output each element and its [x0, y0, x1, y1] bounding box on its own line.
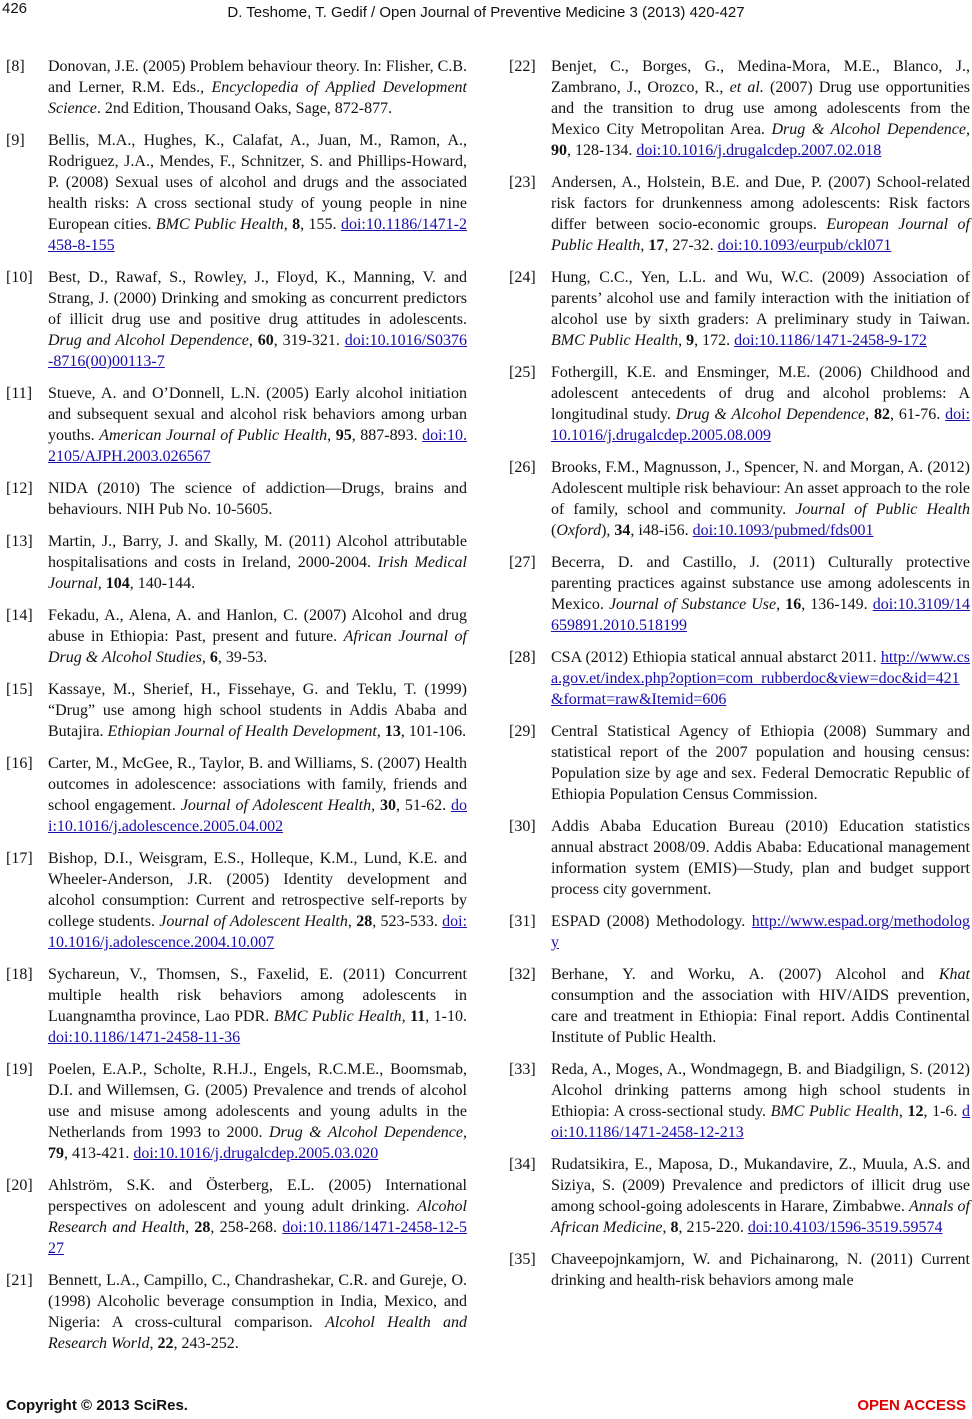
reference-volume: 79: [48, 1145, 64, 1162]
reference-link[interactable]: doi:10.1093/pubmed/fds001: [692, 522, 874, 539]
reference-segment: , 319-321.: [273, 332, 345, 349]
reference-segment: Central Statistical Agency of Ethiopia (2008) Summary and statistical report of the 2007 population and housing census: Population size by age and sex. Federal Democratic Republic of Ethiopia Population Census Commission.: [551, 723, 970, 803]
reference-italic: Ethiopian Journal of Health Development: [107, 723, 377, 740]
reference-text: [551, 911, 970, 953]
reference-segment: ,: [463, 1124, 467, 1141]
reference-number: [24]: [509, 269, 536, 286]
reference-text: [48, 679, 467, 742]
references-column-left: [6, 56, 467, 1365]
reference-italic: European Journal of Public Health: [551, 216, 970, 254]
reference-volume: 82: [874, 406, 891, 423]
reference-entry: [509, 457, 970, 541]
reference-segment: , 128-134.: [567, 142, 637, 159]
reference-volume: 17: [648, 237, 665, 254]
reference-segment: , 172.: [694, 332, 735, 349]
reference-entry: [509, 911, 970, 953]
reference-number: [17]: [6, 850, 33, 867]
reference-segment: ,: [662, 1219, 671, 1236]
reference-link[interactable]: doi:10.1016/j.drugalcdep.2005.08.009: [551, 406, 971, 444]
reference-entry: [509, 964, 970, 1048]
reference-segment: Martin, J., Barry, J. and Skally, M. (2011) Alcohol attributable hospitalisations and costs in Ireland, 2000-2004.: [48, 533, 467, 571]
reference-volume: 13: [384, 723, 401, 740]
reference-entry: [6, 1059, 467, 1164]
reference-italic: Oxford: [556, 522, 602, 539]
reference-volume: 30: [379, 797, 396, 814]
reference-segment: Stueve, A. and O’Donnell, L.N. (2005) Early alcohol initiation and subsequent sexual and alcohol risk behaviors among urban youths.: [48, 385, 467, 444]
reference-italic: BMC Public Health: [551, 332, 679, 349]
reference-entry: [6, 1175, 467, 1259]
reference-link[interactable]: http://www.espad.org/methodology: [551, 913, 970, 951]
reference-number: [26]: [509, 459, 536, 476]
reference-text: [48, 478, 467, 520]
reference-text: [48, 605, 467, 668]
reference-text: [48, 1175, 467, 1259]
reference-segment: Becerra, D. and Castillo, J. (2011) Culturally protective parenting practices against substance use among adolescents in Mexico.: [551, 554, 970, 613]
reference-entry: [6, 605, 467, 668]
reference-segment: Reda, A., Moges, A., Wondmagegn, B. and Biadgilign, S. (2012) Alcohol drinking patterns among high school students in Ethiopia: A cross-sectional study.: [551, 1061, 970, 1120]
reference-number: [34]: [509, 1156, 536, 1173]
reference-volume: 8: [670, 1219, 679, 1236]
reference-text: [48, 848, 467, 953]
reference-segment: Poelen, E.A.P., Scholte, R.H.J., Engels, R.C.M.E., Boomsmab, D.I. and Willemsen, G. (2005) Prevalence and trends of alcohol use and misuse among adolescents and young adults in the Netherlands from 1993 to 2000.: [48, 1061, 467, 1141]
reference-segment: ,: [248, 332, 258, 349]
reference-segment: ,: [327, 427, 336, 444]
reference-number: [33]: [509, 1061, 536, 1078]
reference-volume: 8: [292, 216, 301, 233]
reference-number: [15]: [6, 681, 33, 698]
reference-italic: Encyclopedia of Applied Development Science: [48, 79, 467, 117]
reference-number: [20]: [6, 1177, 33, 1194]
reference-segment: ),: [601, 522, 615, 539]
reference-entry: [509, 1249, 970, 1291]
reference-segment: Fothergill, K.E. and Ensminger, M.E. (2006) Childhood and adolescent antecedents of drug and alcohol problems: A longitudinal study.: [551, 364, 970, 423]
reference-volume: 95: [335, 427, 352, 444]
reference-segment: , 1-10.: [425, 1008, 467, 1025]
reference-number: [12]: [6, 480, 33, 497]
reference-entry: [6, 679, 467, 742]
reference-entry: [6, 383, 467, 467]
reference-text: [551, 1249, 970, 1291]
reference-text: [551, 816, 970, 900]
reference-volume: 22: [157, 1335, 174, 1352]
reference-segment: Carter, M., McGee, R., Taylor, B. and Williams, S. (2007) Health outcomes in adolescence: associations with family, friends and school engagement.: [48, 755, 467, 814]
reference-entry: [509, 267, 970, 351]
reference-segment: , 258-268.: [210, 1219, 283, 1236]
reference-entry: [509, 172, 970, 256]
reference-segment: Sychareun, V., Thomsen, S., Faxelid, E. (2011) Concurrent multiple health risk behaviors among adolescents in Luangnamtha province, Lao PDR.: [48, 966, 467, 1025]
reference-segment: Fekadu, A., Alena, A. and Hanlon, C. (2007) Alcohol and drug abuse in Ethiopia: Past, present and future.: [48, 607, 467, 645]
reference-link[interactable]: doi:10.1016/j.adolescence.2004.10.007: [48, 913, 468, 951]
reference-number: [16]: [6, 755, 33, 772]
reference-segment: , 140-144.: [129, 575, 196, 592]
reference-segment: CSA (2012) Ethiopia statical annual abstarct 2011.: [551, 649, 881, 666]
reference-volume: 11: [410, 1008, 426, 1025]
reference-number: [11]: [6, 385, 33, 402]
reference-entry: [6, 56, 467, 119]
reference-entry: [6, 267, 467, 372]
reference-italic: Drug & Alcohol Dependence: [268, 1124, 463, 1141]
reference-number: [10]: [6, 269, 33, 286]
reference-segment: ,: [776, 596, 786, 613]
reference-segment: Bennett, L.A., Campillo, C., Chandrashekar, C.R. and Gureje, O. (1998) Alcoholic beverage consumption in India, Mexico, and Nigeria: A cross-cultural comparison.: [48, 1272, 467, 1331]
reference-entry: [6, 848, 467, 953]
reference-segment: (: [551, 522, 557, 539]
reference-italic: BMC Public Health: [273, 1008, 402, 1025]
reference-entry: [509, 56, 970, 161]
reference-segment: NIDA (2010) The science of addiction—Drugs, brains and behaviours. NIH Pub No. 10-5605.: [48, 480, 467, 518]
reference-link[interactable]: http://www.csa.gov.et/index.php?option=com_rubberdoc&view=doc&id=421&format=raw&Itemid=606: [551, 649, 970, 708]
reference-segment: ,: [376, 723, 385, 740]
reference-text: [48, 531, 467, 594]
reference-number: [28]: [509, 649, 536, 666]
reference-segment: , 101-106.: [400, 723, 467, 740]
reference-segment: , i48-i56.: [630, 522, 693, 539]
reference-number: [22]: [509, 58, 536, 75]
reference-link[interactable]: doi:10.1016/j.adolescence.2005.04.002: [48, 797, 468, 835]
references-column-right: [509, 56, 970, 1302]
reference-italic: Journal of Public Health: [795, 501, 970, 518]
reference-segment: , 51-62.: [395, 797, 452, 814]
reference-number: [29]: [509, 723, 536, 740]
reference-text: [48, 130, 467, 256]
reference-segment: ,: [865, 406, 875, 423]
reference-volume: 90: [551, 142, 567, 159]
reference-segment: , 136-149.: [801, 596, 873, 613]
reference-entry: [6, 531, 467, 594]
reference-segment: Ahlström, S.K. and Österberg, E.L. (2005) International perspectives on adolescent and young adult drinking.: [48, 1177, 467, 1215]
reference-text: [551, 647, 970, 710]
reference-segment: Best, D., Rawaf, S., Rowley, J., Floyd, K., Manning, V. and Strang, J. (2000) Drinking and smoking as concurrent predictors of illicit drug use and positive drug attitudes in adolescents.: [48, 269, 467, 328]
reference-text: [48, 56, 467, 119]
reference-italic: African Journal of Drug & Alcohol Studies: [48, 628, 467, 666]
reference-volume: 16: [785, 596, 802, 613]
reference-number: [18]: [6, 966, 33, 983]
reference-link[interactable]: doi:10.1016/j.drugalcdep.2007.02.018: [636, 142, 882, 159]
reference-number: [31]: [509, 913, 536, 930]
reference-segment: ,: [283, 216, 293, 233]
reference-text: [551, 721, 970, 805]
reference-italic: Alcohol Health and Research World: [48, 1314, 468, 1352]
reference-link[interactable]: doi:10.1016/j.drugalcdep.2005.03.020: [133, 1145, 379, 1162]
reference-link[interactable]: doi:10.1186/1471-2458-9-172: [734, 332, 927, 349]
reference-text: [551, 1059, 970, 1143]
reference-number: [25]: [509, 364, 536, 381]
reference-segment: ,: [97, 575, 106, 592]
reference-segment: . 2nd Edition, Thousand Oaks, Sage, 872-877.: [96, 100, 393, 117]
reference-text: [48, 1059, 467, 1164]
reference-segment: , 39-53.: [217, 649, 268, 666]
reference-segment: ,: [678, 332, 687, 349]
reference-number: [13]: [6, 533, 33, 550]
reference-link[interactable]: doi:10.1186/1471-2458-8-155: [48, 216, 468, 254]
reference-segment: ESPAD (2008) Methodology.: [551, 913, 752, 930]
reference-text: [551, 1154, 970, 1238]
reference-italic: American Journal of Public Health: [99, 427, 328, 444]
reference-entry: [6, 1270, 467, 1354]
reference-segment: , 215-220.: [678, 1219, 748, 1236]
reference-segment: Berhane, Y. and Worku, A. (2007) Alcohol and: [551, 966, 939, 983]
reference-italic: Drug & Alcohol Dependence: [771, 121, 966, 138]
reference-segment: (2007) Drug use opportunities and the transition to drug use among adolescents from the Mexico City Metropolitan Area.: [551, 79, 971, 138]
reference-link[interactable]: doi:10.1093/eurpub/ckl071: [717, 237, 892, 254]
reference-text: [551, 964, 970, 1048]
reference-volume: 12: [907, 1103, 924, 1120]
reference-segment: ,: [149, 1335, 158, 1352]
reference-volume: 34: [614, 522, 631, 539]
copyright-notice: Copyright © 2013 SciRes.: [6, 1397, 188, 1414]
reference-volume: 28: [194, 1219, 211, 1236]
reference-number: [9]: [6, 132, 25, 149]
reference-number: [30]: [509, 818, 536, 835]
reference-segment: Chaveepojnkamjorn, W. and Pichainarong, N. (2011) Current drinking and health-risk behaviors among male: [551, 1251, 970, 1289]
reference-entry: [6, 478, 467, 520]
reference-volume: 28: [356, 913, 373, 930]
reference-number: [19]: [6, 1061, 33, 1078]
reference-text: [48, 753, 467, 837]
reference-text: [48, 383, 467, 467]
reference-number: [35]: [509, 1251, 536, 1268]
reference-segment: , 413-421.: [64, 1145, 134, 1162]
reference-italic: BMC Public Health: [155, 216, 284, 233]
reference-segment: Kassaye, M., Sherief, H., Fissehaye, G. and Teklu, T. (1999) “Drug” use among high school students in Addis Ababa and Butajira.: [48, 681, 467, 740]
reference-segment: Addis Ababa Education Bureau (2010) Education statistics annual abstract 2008/09. Addis Ababa: Educational management information system (EMIS)—Study, plan and budget support process city government.: [551, 818, 970, 898]
reference-text: [48, 267, 467, 372]
reference-number: [8]: [6, 58, 25, 75]
reference-italic: BMC Public Health: [770, 1103, 899, 1120]
reference-segment: Brooks, F.M., Magnusson, J., Spencer, N. and Morgan, A. (2012) Adolescent multiple risk behaviour: An asset approach to the role of family, school and community.: [551, 459, 970, 518]
page-number: 426: [2, 0, 28, 17]
reference-number: [32]: [509, 966, 536, 983]
reference-italic: Alcohol Research and Health: [48, 1198, 467, 1236]
reference-segment: ,: [185, 1219, 195, 1236]
reference-text: [551, 267, 970, 351]
reference-segment: Bishop, D.I., Weisgram, E.S., Holleque, K.M., Lund, K.E. and Wheeler-Anderson, J.R. (2005) Identity development and alcohol consumption: Current and retrospective self-reports by college students.: [48, 850, 467, 930]
reference-link[interactable]: doi:10.1016/S0376-8716(00)00113-7: [48, 332, 467, 370]
reference-italic: Drug and Alcohol Dependence: [48, 332, 249, 349]
reference-text: [48, 1270, 467, 1354]
reference-entry: [509, 721, 970, 805]
reference-text: [551, 362, 970, 446]
reference-link[interactable]: doi:10.2105/AJPH.2003.026567: [48, 427, 467, 465]
reference-text: [551, 552, 970, 636]
reference-link[interactable]: doi:10.1186/1471-2458-12-527: [48, 1219, 468, 1257]
reference-text: [551, 457, 970, 541]
reference-entry: [509, 552, 970, 636]
reference-segment: , 243-252.: [173, 1335, 239, 1352]
reference-italic: Annals of African Medicine: [551, 1198, 970, 1236]
reference-segment: , 1-6.: [923, 1103, 963, 1120]
reference-number: [27]: [509, 554, 536, 571]
reference-volume: 6: [209, 649, 218, 666]
reference-italic: Khat: [938, 966, 970, 983]
reference-link[interactable]: doi:10.4103/1596-3519.59574: [747, 1219, 943, 1236]
reference-entry: [6, 130, 467, 256]
reference-link[interactable]: doi:10.3109/14659891.2010.518199: [551, 596, 971, 634]
reference-italic: Journal of Substance Use: [608, 596, 777, 613]
reference-segment: ,: [898, 1103, 908, 1120]
reference-segment: consumption and the association with HIV/AIDS prevention, care and treatment in Ethiopia: Final report. Addis Continental Institute of Public Health.: [551, 987, 970, 1046]
reference-text: [48, 964, 467, 1048]
reference-segment: , 887-893.: [351, 427, 423, 444]
reference-italic: et al.: [729, 79, 764, 96]
reference-link[interactable]: doi:10.1186/1471-2458-12-213: [551, 1103, 971, 1141]
reference-segment: Hung, C.C., Yen, L.L. and Wu, W.C. (2009) Association of parents’ alcohol use and family interaction with the initiation of alcohol use by sixth graders: A preliminary study in Taiwan.: [551, 269, 970, 328]
reference-segment: Rudatsikira, E., Maposa, D., Mukandavire, Z., Muula, A.S. and Siziya, S. (2009) Prevalence and predictors of illicit drug use among school-going adolescents in Harare, Zimbabwe.: [551, 1156, 970, 1215]
reference-link[interactable]: doi:10.1186/1471-2458-11-36: [48, 1029, 241, 1046]
reference-segment: ,: [201, 649, 210, 666]
reference-segment: Andersen, A., Holstein, B.E. and Due, P. (2007) School-related risk factors for drunkenness among adolescents: Risk factors differ between socio-economic groups.: [551, 174, 970, 233]
reference-segment: Bellis, M.A., Hughes, K., Calafat, A., Juan, M., Ramon, A., Rodriguez, J.A., Mendes, F., Schnitzer, S. and Phillips-Howard, P. (2008) Sexual uses of alcohol and drugs and the associated health risks: A cross sectional study of young people in nine European cities.: [48, 132, 467, 233]
reference-number: [21]: [6, 1272, 33, 1289]
reference-italic: Irish Medical Journal: [48, 554, 467, 592]
reference-segment: ,: [371, 797, 380, 814]
reference-number: [23]: [509, 174, 536, 191]
reference-italic: Journal of Adolescent Health: [159, 913, 348, 930]
reference-segment: ,: [966, 121, 970, 138]
reference-entry: [6, 753, 467, 837]
reference-segment: Benjet, C., Borges, G., Medina-Mora, M.E., Blanco, J., Zambrano, J., Orozco, R.,: [551, 58, 970, 96]
reference-entry: [509, 1059, 970, 1143]
reference-volume: 104: [105, 575, 130, 592]
running-header: D. Teshome, T. Gedif / Open Journal of Preventive Medicine 3 (2013) 420-427: [227, 4, 745, 21]
reference-number: [14]: [6, 607, 33, 624]
reference-volume: 9: [686, 332, 695, 349]
reference-italic: Journal of Adolescent Health: [180, 797, 372, 814]
reference-text: [551, 172, 970, 256]
reference-segment: , 155.: [300, 216, 341, 233]
reference-entry: [509, 647, 970, 710]
reference-text: [551, 56, 970, 161]
reference-segment: Donovan, J.E. (2005) Problem behaviour theory. In: Flisher, C.B. and Lerner, R.M. Eds.,: [48, 58, 467, 96]
open-access-label: OPEN ACCESS: [857, 1397, 966, 1414]
reference-entry: [6, 964, 467, 1048]
reference-segment: , 523-533.: [372, 913, 443, 930]
reference-segment: , 27-32.: [664, 237, 718, 254]
reference-entry: [509, 816, 970, 900]
reference-entry: [509, 1154, 970, 1238]
reference-segment: ,: [347, 913, 357, 930]
reference-volume: 60: [257, 332, 274, 349]
reference-segment: ,: [640, 237, 649, 254]
reference-segment: , 61-76.: [890, 406, 946, 423]
reference-segment: ,: [401, 1008, 411, 1025]
reference-entry: [509, 362, 970, 446]
reference-italic: Drug & Alcohol Dependence: [675, 406, 866, 423]
